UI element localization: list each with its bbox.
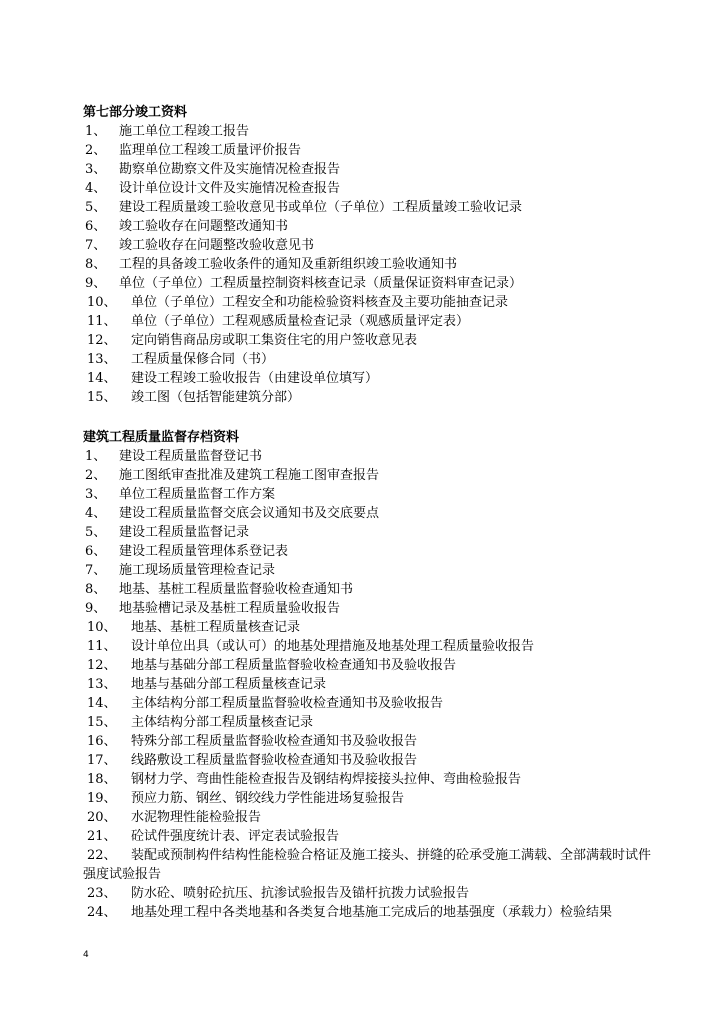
list-item: 4、 设计单位设计文件及实施情况检查报告 xyxy=(85,181,341,196)
list-item: 5、 建设工程质量监督记录 xyxy=(85,525,250,540)
list-item: 12、 定向销售商品房或职工集资住宅的用户签收意见表 xyxy=(87,333,418,348)
list-item: 19、 预应力筋、钢丝、钢绞线力学性能进场复验报告 xyxy=(87,791,405,806)
list-item: 10、 地基、基桩工程质量核查记录 xyxy=(87,620,301,635)
list-item: 20、 水泥物理性能检验报告 xyxy=(87,810,262,825)
list-item: 24、 地基处理工程中各类地基和各类复合地基施工完成后的地基强度（承载力）检验结果 xyxy=(87,905,613,920)
list-item: 15、 竣工图（包括智能建筑分部） xyxy=(87,390,301,405)
list-item: 2、 监理单位工程竣工质量评价报告 xyxy=(85,143,302,158)
list-item: 11、 单位（子单位）工程观感质量检查记录（观感质量评定表） xyxy=(87,314,470,329)
list-item: 12、 地基与基础分部工程质量监督验收检查通知书及验收报告 xyxy=(87,658,457,673)
item-list xyxy=(83,447,658,922)
list-item: 8、 工程的具备竣工验收条件的通知及重新组织竣工验收通知书 xyxy=(85,257,458,272)
list-item: 14、 主体结构分部工程质量监督验收检查通知书及验收报告 xyxy=(87,696,444,711)
item-list xyxy=(83,122,658,407)
list-item: 7、 施工现场质量管理检查记录 xyxy=(85,563,276,578)
section-completion-documents xyxy=(83,103,658,407)
list-item: 7、 竣工验收存在问题整改验收意见书 xyxy=(85,238,315,253)
list-item: 22、 装配或预制构件结构性能检验合格证及施工接头、拼缝的砼承受施工满载、全部满载时试件强度试验报告 xyxy=(83,848,652,882)
list-item: 5、 建设工程质量竣工验收意见书或单位（子单位）工程质量竣工验收记录 xyxy=(85,200,523,215)
section-heading: 第七部分竣工资料 xyxy=(83,105,188,120)
list-item: 16、 特殊分部工程质量监督验收检查通知书及验收报告 xyxy=(87,734,418,749)
list-item: 18、 钢材力学、弯曲性能检查报告及钢结构焊接接头拉伸、弯曲检验报告 xyxy=(87,772,522,787)
section-quality-supervision-archive xyxy=(83,428,658,922)
list-item: 13、 地基与基础分部工程质量核查记录 xyxy=(87,677,327,692)
list-item: 21、 砼试件强度统计表、评定表试验报告 xyxy=(87,829,340,844)
list-item: 15、 主体结构分部工程质量核查记录 xyxy=(87,715,314,730)
list-item: 6、 建设工程质量管理体系登记表 xyxy=(85,544,289,559)
list-item: 17、 线路敷设工程质量监督验收检查通知书及验收报告 xyxy=(87,753,418,768)
list-item: 10、 单位（子单位）工程安全和功能检验资料核查及主要功能抽查记录 xyxy=(87,295,509,310)
page-number: 4 xyxy=(83,950,89,960)
list-item: 8、 地基、基桩工程质量监督验收检查通知书 xyxy=(85,582,354,597)
list-item: 9、 地基验槽记录及基桩工程质量验收报告 xyxy=(85,601,341,616)
list-item: 9、 单位（子单位）工程质量控制资料核查记录（质量保证资料审查记录） xyxy=(85,276,523,291)
list-item: 14、 建设工程竣工验收报告（由建设单位填写） xyxy=(87,371,379,386)
list-item: 13、 工程质量保修合同（书） xyxy=(87,352,275,367)
list-item: 4、 建设工程质量监督交底会议通知书及交底要点 xyxy=(85,506,380,521)
list-item: 3、 单位工程质量监督工作方案 xyxy=(85,487,276,502)
list-item: 23、 防水砼、喷射砼抗压、抗渗试验报告及锚杆抗拨力试验报告 xyxy=(87,886,470,901)
list-item: 11、 设计单位出具（或认可）的地基处理措施及地基处理工程质量验收报告 xyxy=(87,639,535,654)
list-item: 2、 施工图纸审查批准及建筑工程施工图审查报告 xyxy=(85,468,380,483)
list-item: 1、 施工单位工程竣工报告 xyxy=(85,124,250,139)
section-heading: 建筑工程质量监督存档资料 xyxy=(83,430,240,445)
list-item: 6、 竣工验收存在问题整改通知书 xyxy=(85,219,289,234)
list-item: 3、 勘察单位勘察文件及实施情况检查报告 xyxy=(85,162,341,177)
list-item: 1、 建设工程质量监督登记书 xyxy=(85,449,263,464)
